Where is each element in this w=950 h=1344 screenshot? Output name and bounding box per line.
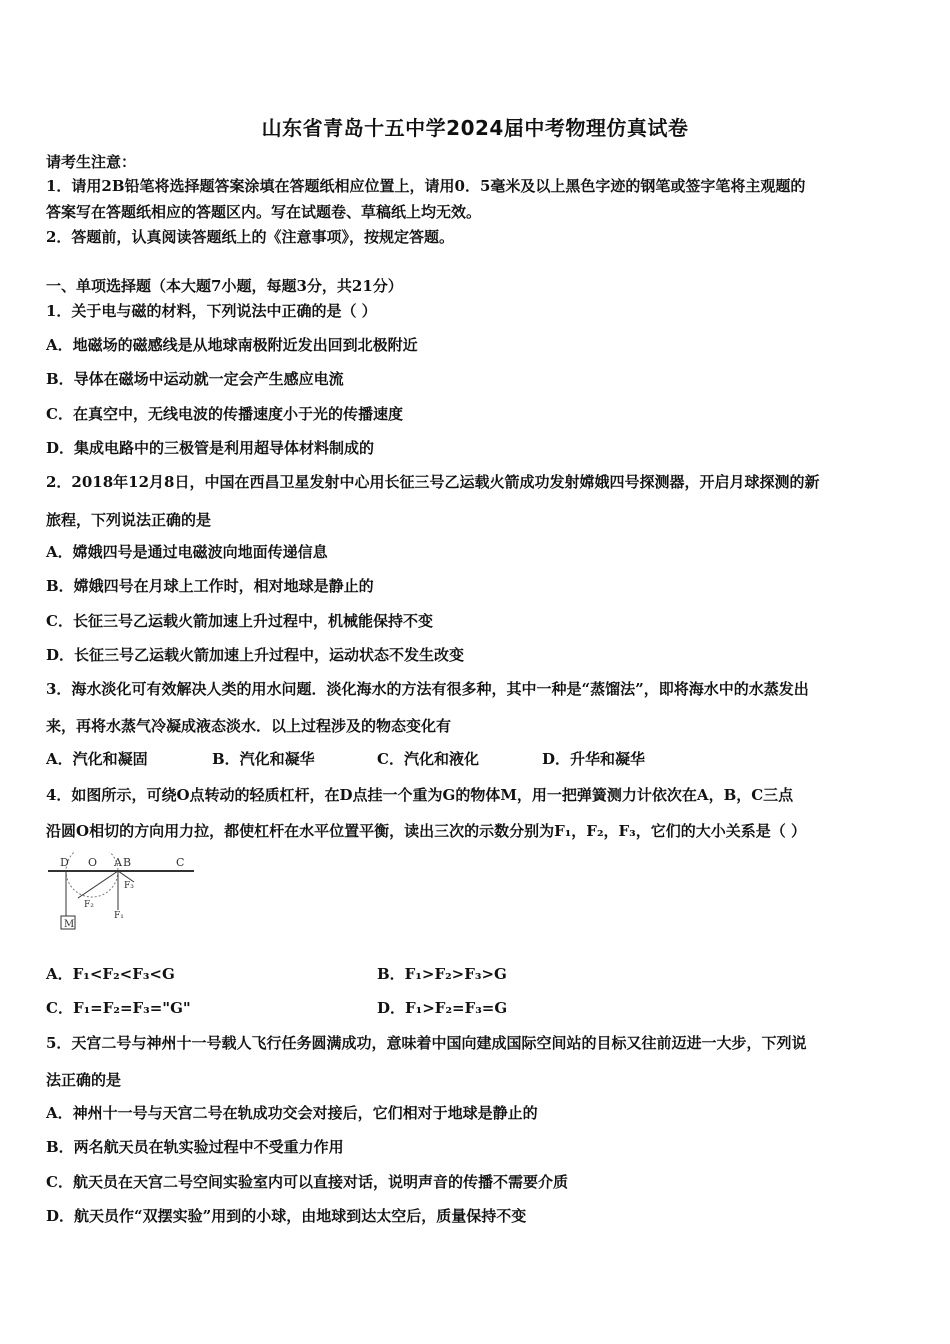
label-f3: F₃ [124,881,134,891]
label-b: B [123,856,132,869]
q1-option-c: C．在真空中，无线电波的传播速度小于光的传播速度 [46,405,403,423]
force-f2-arrow [78,871,118,898]
q3-stem-1: 3．海水淡化可有效解决人类的用水问题．淡化海水的方法有很多种，其中一种是“蒸馏法”，即将海水中的水蒸发出 [46,680,809,698]
q4-option-c: C．F₁=F₂=F₃="G" [46,999,191,1017]
q4-stem-2: 沿圆O相切的方向用力拉，都使杠杆在水平位置平衡，读出三次的示数分别为F₁，F₂，F₃，它们的大小关系是（ ） [46,822,806,840]
q3-stem-2: 来，再将水蒸气冷凝成液态淡水．以上过程涉及的物态变化有 [46,717,452,735]
label-f1: F₁ [114,911,124,921]
q4-option-b: B．F₁>F₂>F₃>G [377,965,507,983]
q2-option-d: D．长征三号乙运载火箭加速上升过程中，运动状态不发生改变 [46,646,465,664]
q4-stem-1: 4．如图所示，可绕O点转动的轻质杠杆，在D点挂一个重为G的物体M，用一把弹簧测力计依次在A，B，C三点 [46,786,794,804]
notice-item-1a: 1．请用2B铅笔将选择题答案涂填在答题纸相应位置上，请用0．5毫米及以上黑色字迹的钢笔或签字笔将主观题的 [46,177,806,195]
page-title: 山东省青岛十五中学2024届中考物理仿真试卷 [261,116,689,140]
q5-stem-1: 5．天宫二号与神州十一号载人飞行任务圆满成功，意味着中国向建成国际空间站的目标又往前迈进一大步，下列说 [46,1034,807,1052]
q2-option-a: A．嫦娥四号是通过电磁波向地面传递信息 [46,543,328,561]
notice-item-2: 2．答题前，认真阅读答题纸上的《注意事项》，按规定答题。 [46,228,454,246]
q3-option-d: D．升华和凝华 [542,750,646,768]
lever-diagram [48,852,194,930]
q4-option-d: D．F₁>F₂=F₃=G [377,999,508,1017]
q3-option-c: C．汽化和液化 [377,750,479,768]
q1-option-d: D．集成电路中的三极管是利用超导体材料制成的 [46,439,375,457]
label-m: M [64,919,75,930]
label-o: O [88,856,98,869]
label-a: A [114,856,122,869]
q1-stem: 1．关于电与磁的材料，下列说法中正确的是（ ） [46,302,377,320]
q4-option-a: A．F₁<F₂<F₃<G [46,965,175,983]
q2-option-b: B．嫦娥四号在月球上工作时，相对地球是静止的 [46,577,374,595]
q5-option-c: C．航天员在天宫二号空间实验室内可以直接对话，说明声音的传播不需要介质 [46,1173,568,1191]
q2-option-c: C．长征三号乙运载火箭加速上升过程中，机械能保持不变 [46,612,433,630]
q3-options [46,749,645,769]
q2-stem-1: 2．2018年12月8日，中国在西昌卫星发射中心用长征三号乙运载火箭成功发射嫦娥四号探测器，开启月球探测的新 [46,473,820,491]
lever-figure [44,852,204,934]
section-heading: 一、单项选择题（本大题7小题，每题3分，共21分） [46,277,403,295]
q3-option-b: B．汽化和凝华 [212,750,315,768]
q5-option-b: B．两名航天员在轨实验过程中不受重力作用 [46,1138,344,1156]
label-d: D [60,856,69,869]
label-c: C [176,856,185,869]
notice-heading: 请考生注意： [46,153,137,171]
q5-stem-2: 法正确的是 [46,1071,122,1089]
q1-option-a: A．地磁场的磁感线是从地球南极附近发出回到北极附近 [46,336,418,354]
q1-option-b: B．导体在磁场中运动就一定会产生感应电流 [46,370,344,388]
q2-stem-2: 旅程，下列说法正确的是 [46,511,212,529]
q5-option-a: A．神州十一号与天宫二号在轨成功交会对接后，它们相对于地球是静止的 [46,1104,538,1122]
q3-option-a: A．汽化和凝固 [46,750,148,768]
notice-item-1b: 答案写在答题纸相应的答题区内。写在试题卷、草稿纸上均无效。 [46,203,482,221]
q5-option-d: D．航天员作“双摆实验”用到的小球，由地球到达太空后，质量保持不变 [46,1207,527,1225]
label-f2: F₂ [84,900,94,910]
